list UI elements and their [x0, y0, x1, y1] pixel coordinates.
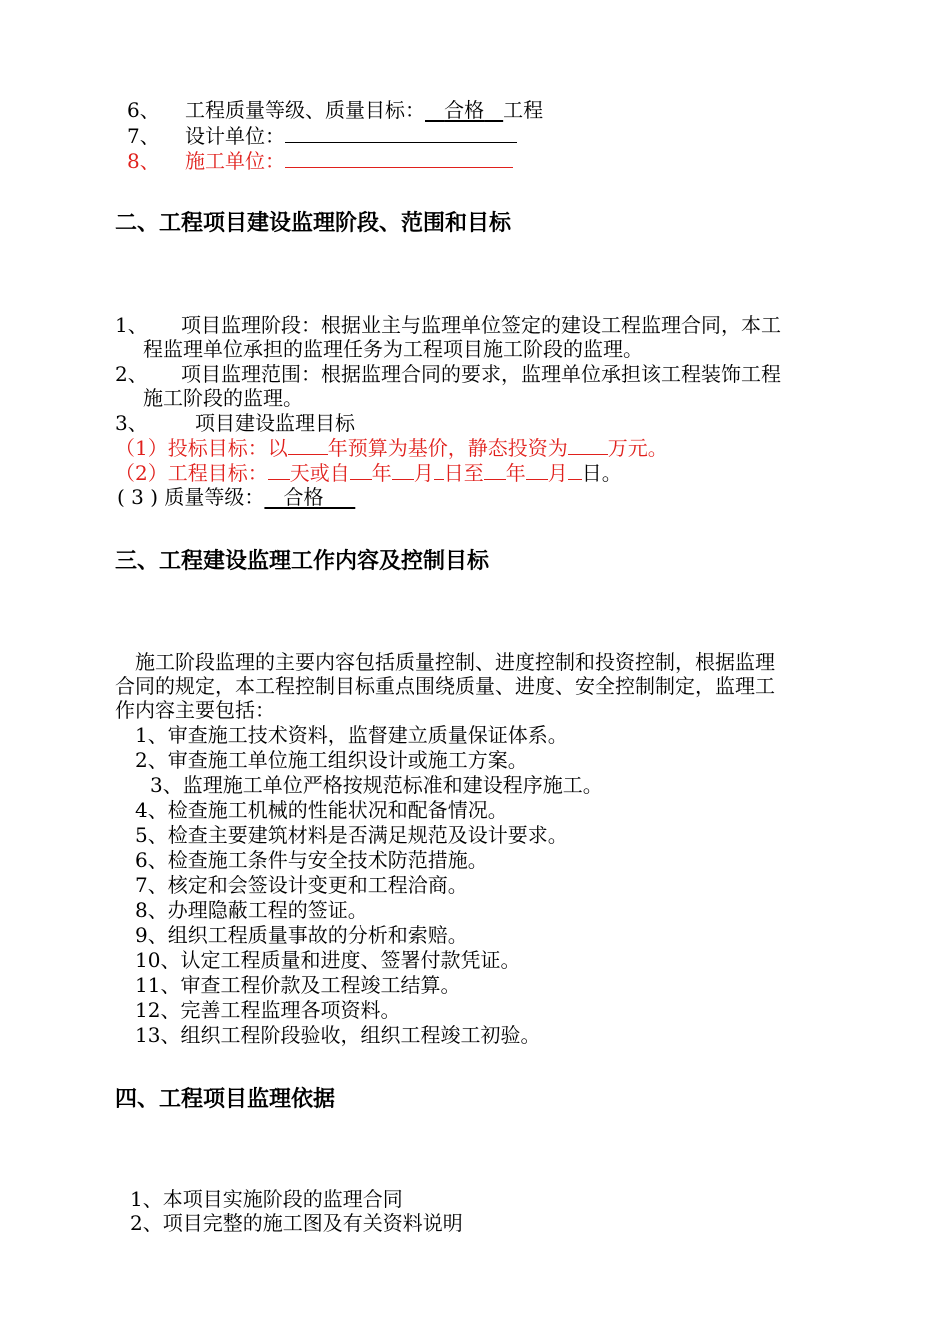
item-construction-unit — [127, 147, 513, 174]
para-stage — [115, 312, 781, 338]
item-number: 8、 — [127, 149, 160, 173]
list-item: 11、审查工程价款及工程竣工结算。 — [135, 973, 461, 997]
construction-unit-blank — [285, 147, 513, 168]
item-quality-goal — [127, 97, 543, 123]
blank — [268, 459, 290, 480]
goal-bid: （1）投标目标：以 年预算为基价，静态投资为 万元。 — [115, 436, 668, 460]
list-item: 12、完善工程监理各项资料。 — [135, 998, 401, 1022]
para-scope — [115, 361, 781, 387]
list-item: 5、检查主要建筑材料是否满足规范及设计要求。 — [135, 823, 568, 847]
item-label: 工程质量等级、质量目标： — [185, 98, 425, 122]
intro-line-1: 施工阶段监理的主要内容包括质量控制、进度控制和投资控制，根据监理 — [135, 650, 775, 674]
para-scope-cont: 施工阶段的监理。 — [143, 386, 303, 410]
list-item: 10、认定工程质量和进度、签署付款凭证。 — [135, 948, 521, 972]
list-item: 7、核定和会签设计变更和工程洽商。 — [135, 873, 468, 897]
list-item: 13、组织工程阶段验收，组织工程竣工初验。 — [135, 1023, 541, 1047]
section-heading-2: 二、工程项目建设监理阶段、范围和目标 — [115, 211, 512, 236]
section-heading-3: 三、工程建设监理工作内容及控制目标 — [115, 549, 490, 574]
quality-grade-value: 合格 — [283, 485, 324, 509]
blank — [568, 459, 582, 480]
para-stage-cont: 程监理单位承担的监理任务为工程项目施工阶段的监理。 — [143, 337, 643, 361]
para-number: 3、 — [115, 411, 148, 435]
list-item: 2、审查施工单位施工组织设计或施工方案。 — [135, 748, 528, 772]
item-suffix: 工程 — [503, 98, 544, 122]
goal-schedule: （2）工程目标： 天或自 年 月 日至 年 月 日。 — [115, 461, 622, 485]
goal-quality: ( 3 ) 质量等级： 合格 — [117, 484, 355, 510]
list-item: 8、办理隐蔽工程的签证。 — [135, 898, 368, 922]
item-label: 设计单位： — [185, 124, 285, 148]
blank — [288, 434, 328, 455]
list-item: 2、项目完整的施工图及有关资料说明 — [130, 1211, 463, 1235]
item-label: 施工单位： — [185, 149, 285, 173]
item-design-unit — [127, 122, 517, 149]
list-item: 1、本项目实施阶段的监理合同 — [130, 1187, 403, 1211]
blank — [484, 459, 506, 480]
blank — [392, 459, 414, 480]
para-number: 2、 — [115, 362, 148, 386]
para-text: 项目建设监理目标 — [195, 411, 355, 435]
para-text: 项目监理阶段：根据业主与监理单位签定的建设工程监理合同，本工 — [181, 313, 781, 337]
blank — [568, 434, 608, 455]
intro-line-2: 合同的规定，本工程控制目标重点围绕质量、进度、安全控制制定，监理工 — [115, 674, 775, 698]
item-number: 6、 — [127, 98, 160, 122]
para-goals — [115, 410, 355, 436]
design-unit-blank — [285, 122, 517, 143]
blank — [526, 459, 548, 480]
para-number: 1、 — [115, 313, 148, 337]
list-item: 6、检查施工条件与安全技术防范措施。 — [135, 848, 488, 872]
quality-value: 合格 — [444, 98, 485, 122]
blank — [434, 459, 444, 480]
item-number: 7、 — [127, 124, 160, 148]
list-item: 4、检查施工机械的性能状况和配备情况。 — [135, 798, 508, 822]
intro-line-3: 作内容主要包括： — [115, 698, 275, 722]
section-heading-4: 四、工程项目监理依据 — [115, 1087, 336, 1112]
list-item: 1、审查施工技术资料，监督建立质量保证体系。 — [135, 723, 568, 747]
list-item: 9、组织工程质量事故的分析和索赔。 — [135, 923, 468, 947]
para-text: 项目监理范围：根据监理合同的要求，监理单位承担该工程装饰工程 — [181, 362, 781, 386]
list-item: 3、监理施工单位严格按规范标准和建设程序施工。 — [150, 773, 603, 797]
blank — [350, 459, 372, 480]
